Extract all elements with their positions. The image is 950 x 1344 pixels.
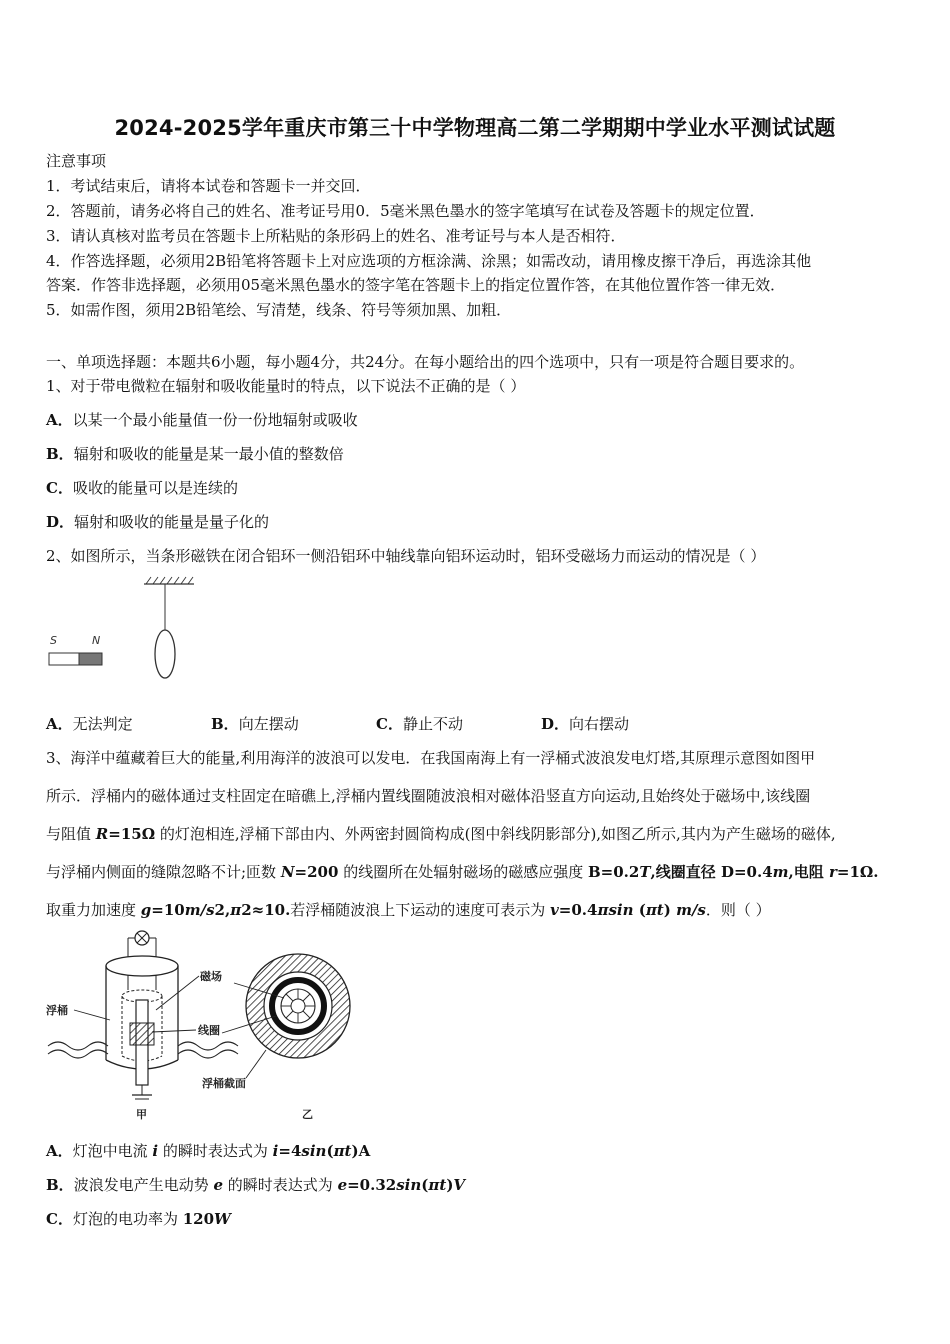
notice-item: 3．请认真核对监考员在答题卡上所粘贴的条形码上的姓名、准考证号与本人是否相符． — [46, 227, 626, 245]
text-fragment: 的瞬时表达式为 — [158, 1142, 273, 1160]
magnet-label-n: N — [92, 634, 101, 647]
notice-item: 4．作答选择题，必须用2B铅笔将答题卡上对应选项的方框涂满、涂黑；如需改动，请用橡皮擦干净后，再选涂其他 — [46, 252, 812, 270]
value: =15Ω — [108, 825, 156, 843]
text-fragment: ．则（ ） — [705, 901, 771, 919]
text-fragment: 的瞬时表达式为 — [223, 1176, 338, 1194]
text-fragment: ) — [663, 901, 677, 919]
option-text: 向左摆动 — [238, 715, 299, 733]
symbol-g: g — [140, 901, 152, 919]
value: =0.4 — [558, 901, 598, 919]
expression: sin — [396, 1176, 422, 1194]
unit: m/s — [184, 901, 215, 919]
text-fragment: 灯泡中电流 — [72, 1142, 153, 1160]
option-letter: A． — [46, 715, 73, 733]
value: =200 — [294, 863, 339, 881]
question-3-line: 3、海洋中蕴藏着巨大的能量,利用海洋的波浪可以发电．在我国南海上有一浮桶式波浪发电灯塔,其原理示意图如图甲 — [46, 749, 816, 767]
value: =4 — [278, 1142, 302, 1160]
text-fragment: 与阻值 — [46, 825, 96, 843]
option-letter: A． — [46, 1142, 73, 1160]
symbol-n: N — [280, 863, 295, 881]
option-text: 无法判定 — [72, 715, 133, 733]
text-fragment: ( — [421, 1176, 429, 1194]
value: =1Ω. — [836, 863, 879, 881]
q2-option-a — [46, 713, 211, 734]
q3-option-a — [46, 1141, 370, 1161]
option-letter: D． — [46, 513, 75, 531]
value: 120 — [182, 1210, 215, 1228]
page-title: 2024-2025学年重庆市第三十中学物理高二第二学期期中学业水平测试试题 — [114, 116, 836, 140]
option-letter: D． — [541, 715, 570, 733]
value: B=0.2 — [587, 863, 640, 881]
option-letter: C． — [376, 715, 403, 733]
q3-option-b — [46, 1175, 465, 1195]
option-text: 静止不动 — [402, 715, 463, 733]
notice-item: 5．如需作图，须用2B铅笔绘、写清楚，线条、符号等须加黑、加粗． — [46, 301, 512, 319]
q1-option-d — [46, 512, 269, 532]
symbol: e — [213, 1176, 224, 1194]
value: 2, — [214, 901, 231, 919]
notice-item: 2．答题前，请务必将自己的姓名、准考证号用0．5毫米黑色墨水的签字笔填写在试卷及答题卡的规定位置． — [46, 202, 765, 220]
symbol-r: R — [95, 825, 109, 843]
text-fragment: 灯泡的电功率为 — [72, 1210, 183, 1228]
label-cichang: 磁场 — [200, 970, 222, 983]
q2-option-c — [376, 713, 541, 734]
section-heading: 一、单项选择题：本题共6小题，每小题4分，共24分。在每小题给出的四个选项中，只有一项是符合题目要求的。 — [46, 353, 805, 371]
option-letter: B． — [46, 1176, 74, 1194]
notice-item: 答案．作答非选择题，必须用05毫米黑色墨水的签字笔在答题卡上的指定位置作答，在其他位置作答一律无效． — [46, 276, 786, 294]
question-3-line — [46, 900, 771, 920]
expression: πt — [428, 1176, 447, 1194]
option-letter: C． — [46, 1210, 73, 1228]
option-letter: C． — [46, 479, 73, 497]
symbol: i — [272, 1142, 279, 1160]
label-jia: 甲 — [136, 1108, 147, 1121]
q1-option-a — [46, 410, 358, 430]
text-fragment: )A — [351, 1142, 371, 1160]
option-text: 向右摆动 — [569, 715, 630, 733]
text-fragment: 取重力加速度 — [46, 901, 141, 919]
unit: m — [772, 863, 789, 881]
text-fragment: ,线圈直径 — [650, 863, 721, 881]
question-1-stem: 1、对于带电微粒在辐射和吸收能量时的特点，以下说法不正确的是（ ） — [46, 377, 526, 395]
unit: m/s — [676, 901, 706, 919]
symbol-r: r — [828, 863, 837, 881]
option-text: 吸收的能量可以是连续的 — [72, 479, 238, 497]
value: D=0.4 — [720, 863, 773, 881]
value: =10 — [151, 901, 185, 919]
text-fragment: 若浮桶随波浪上下运动的速度可表示为 — [290, 901, 551, 919]
label-yi: 乙 — [302, 1108, 313, 1121]
expression: πt — [645, 901, 664, 919]
text-fragment: 波浪发电产生电动势 — [73, 1176, 214, 1194]
text-fragment: ( — [633, 901, 646, 919]
symbol: i — [152, 1142, 159, 1160]
unit: W — [214, 1210, 231, 1228]
question-3-line — [46, 824, 836, 844]
option-text: 辐射和吸收的能量是某一最小值的整数倍 — [73, 445, 344, 463]
text-fragment: ) — [446, 1176, 454, 1194]
value: =0.32 — [347, 1176, 397, 1194]
q2-figure-magnet-ring — [44, 574, 204, 686]
text-fragment: 与浮桶内侧面的缝隙忽略不计;匝数 — [46, 863, 281, 881]
question-3-line: 所示．浮桶内的磁体通过支柱固定在暗礁上,浮桶内置线圈随波浪相对磁体沿竖直方向运动,且始终处于磁场中,该线圈 — [46, 787, 811, 805]
question-2-stem: 2、如图所示，当条形磁铁在闭合铝环一侧沿铝环中轴线靠向铝环运动时，铝环受磁场力而运动的情况是（ ） — [46, 547, 766, 565]
symbol-v: v — [550, 901, 559, 919]
q1-option-c — [46, 478, 238, 498]
symbol: e — [337, 1176, 348, 1194]
label-futong: 浮桶 — [46, 1004, 68, 1017]
q3-figure-buoy — [44, 928, 374, 1123]
q3-option-c — [46, 1209, 231, 1229]
value: 2≈10. — [241, 901, 291, 919]
option-text: 辐射和吸收的能量是量子化的 — [74, 513, 270, 531]
label-xianquan: 线圈 — [198, 1024, 220, 1037]
unit: T — [639, 863, 651, 881]
text-fragment: ( — [326, 1142, 334, 1160]
notice-item: 1．考试结束后，请将本试卷和答题卡一并交回． — [46, 177, 371, 195]
option-text: 以某一个最小能量值一份一份地辐射或吸收 — [72, 411, 358, 429]
q2-option-b — [211, 713, 376, 734]
label-jiemian: 浮桶截面 — [202, 1077, 246, 1090]
expression: sin — [301, 1142, 327, 1160]
option-letter: B． — [46, 445, 74, 463]
text-fragment: ,电阻 — [788, 863, 829, 881]
option-letter: A． — [46, 411, 73, 429]
magnet-label-s: S — [50, 634, 57, 647]
q2-options — [46, 713, 706, 734]
unit: V — [453, 1176, 466, 1194]
expression: πsin — [597, 901, 634, 919]
question-3-line — [46, 862, 878, 882]
option-letter: B． — [211, 715, 239, 733]
q2-option-d — [541, 713, 706, 734]
symbol-pi: π — [230, 901, 242, 919]
text-fragment: 的灯泡相连,浮桶下部由内、外两密封圆筒构成(图中斜线阴影部分),如图乙所示,其内为产生磁场的磁体, — [155, 825, 836, 843]
expression: πt — [333, 1142, 352, 1160]
text-fragment: 的线圈所在处辐射磁场的磁感应强度 — [338, 863, 588, 881]
notice-heading: 注意事项 — [46, 152, 107, 170]
q1-option-b — [46, 444, 344, 464]
